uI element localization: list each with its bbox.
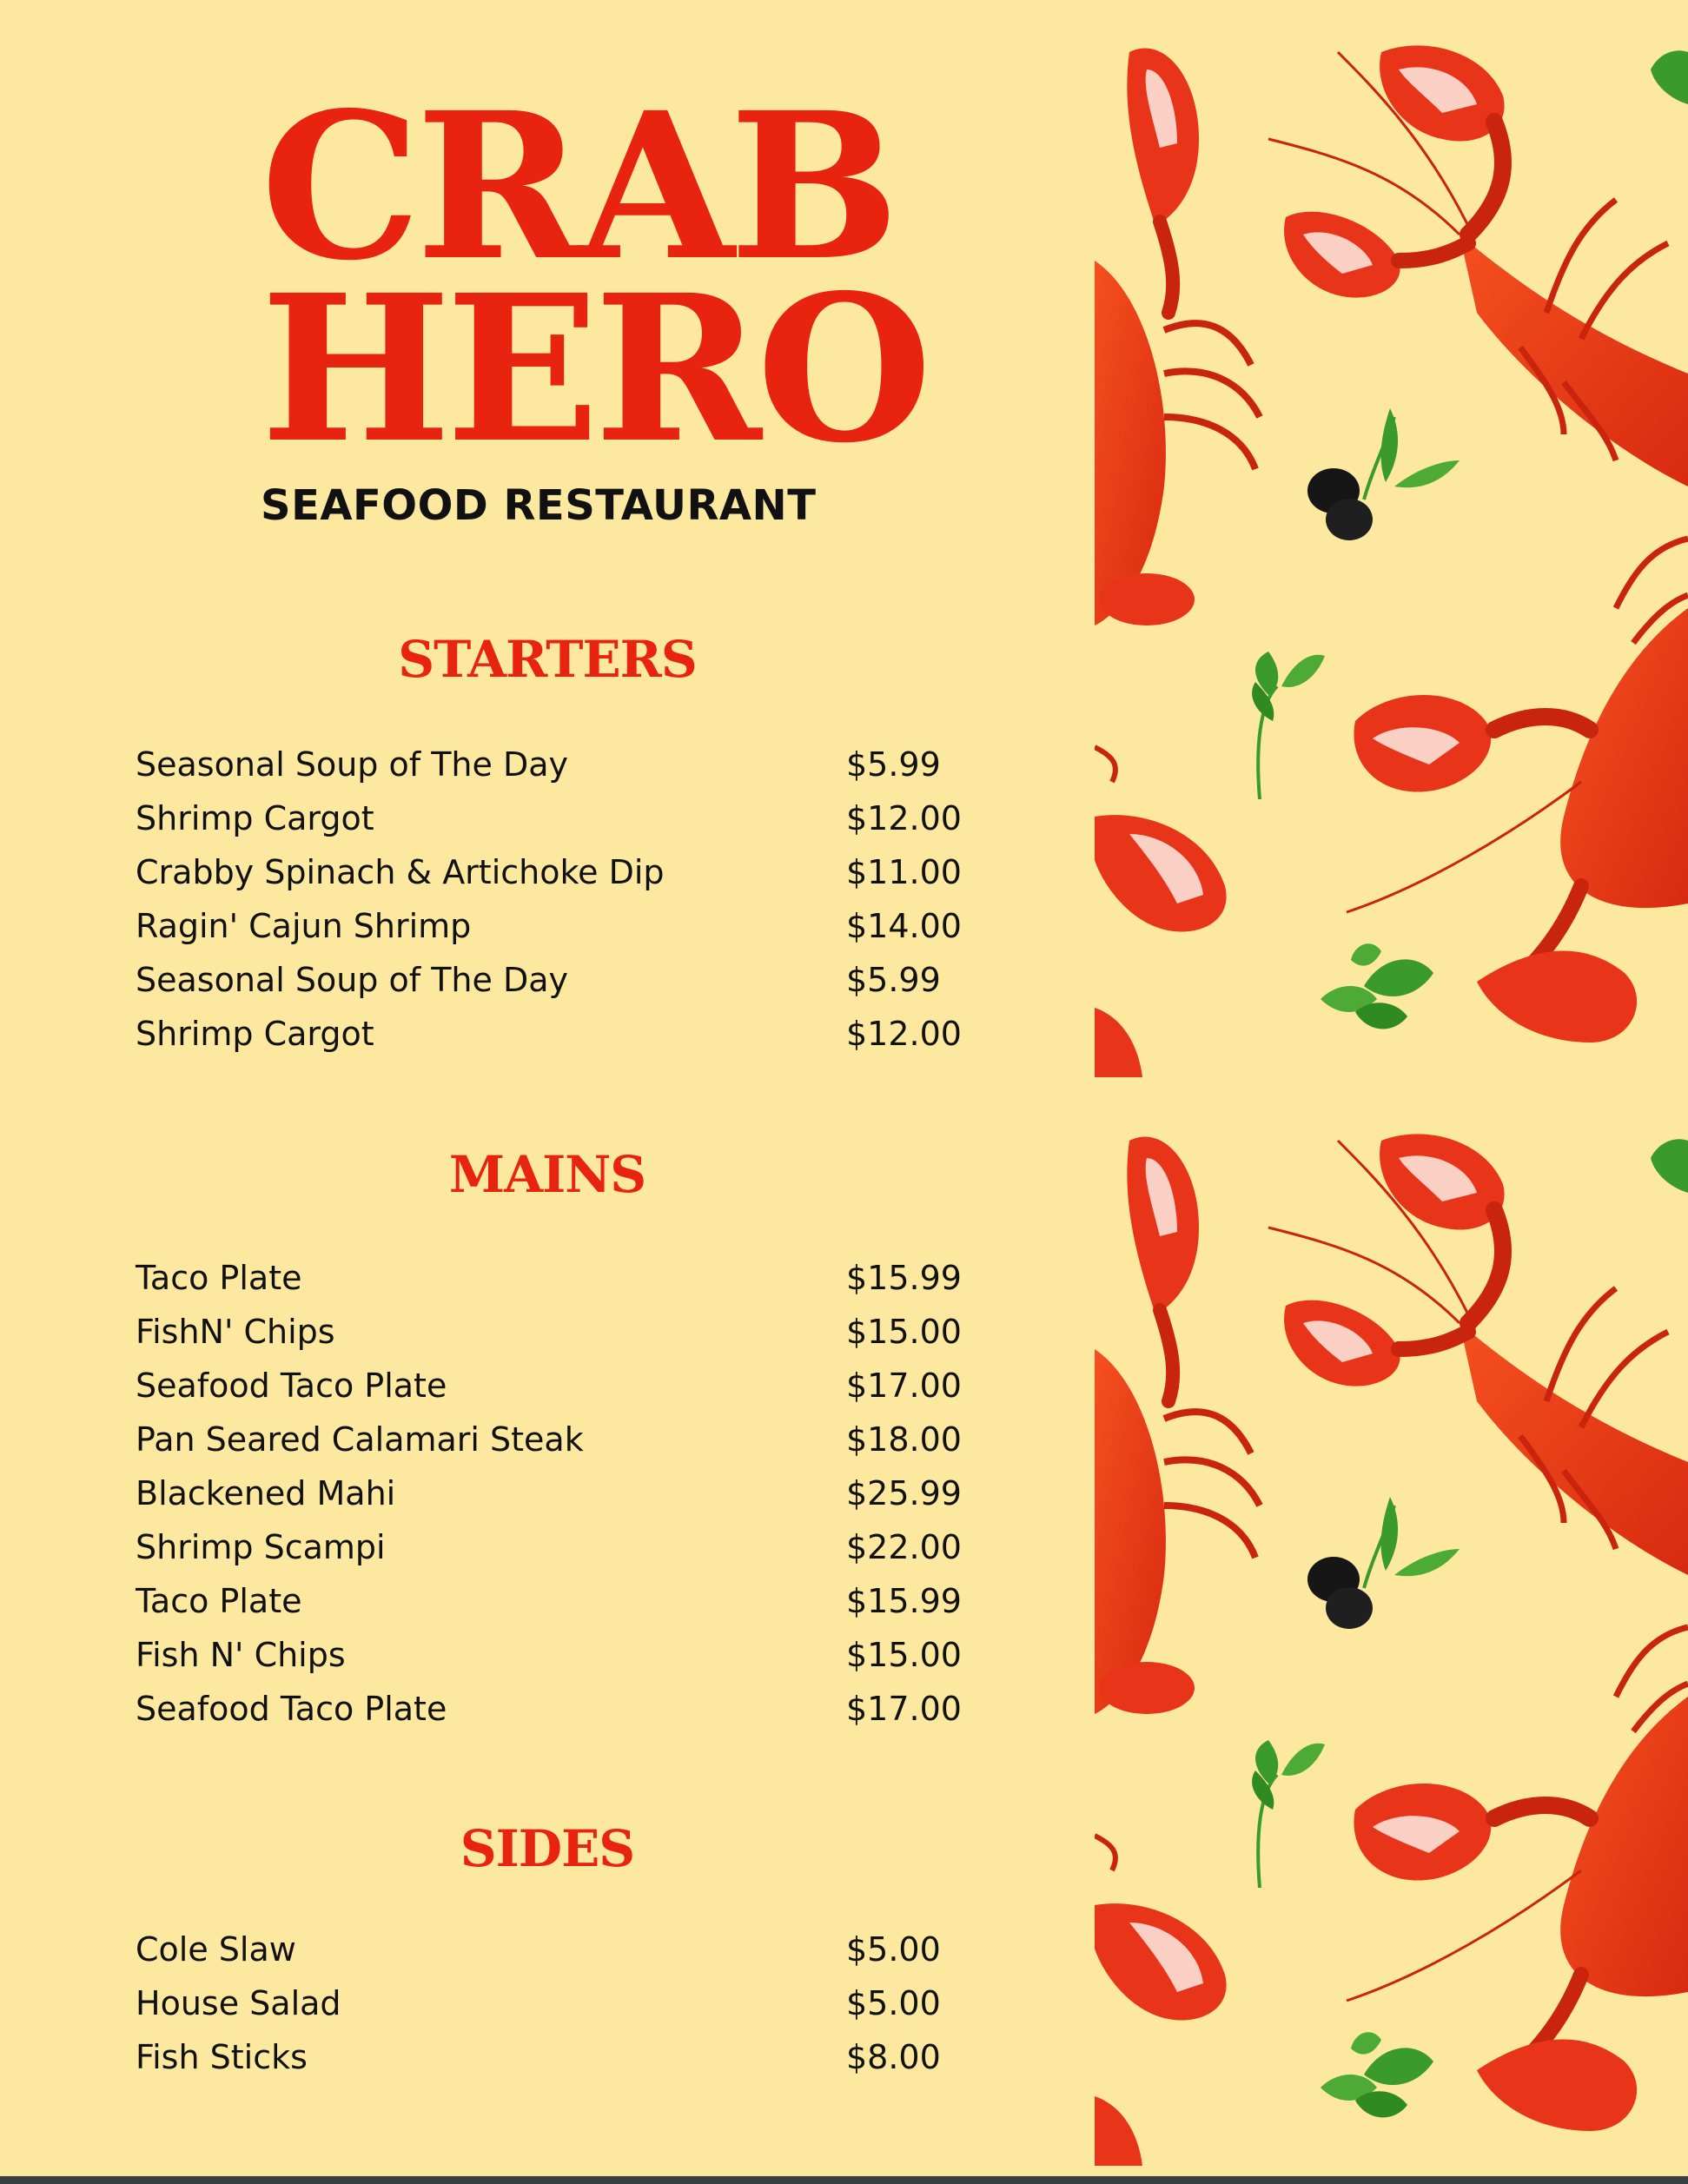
section-title-mains: MAINS [448, 1145, 646, 1204]
item-name: Seasonal Soup of The Day [136, 961, 568, 999]
item-name: House Salad [136, 1984, 341, 2022]
item-price: $5.00 [846, 1930, 941, 1969]
mains-list [136, 1259, 1004, 1744]
item-price: $15.99 [846, 1582, 962, 1620]
item-name: Taco Plate [136, 1259, 302, 1297]
item-price: $15.99 [846, 1259, 962, 1297]
item-price: $5.00 [846, 1984, 941, 2022]
brand-block [261, 68, 927, 530]
item-price: $17.00 [846, 1367, 962, 1405]
item-name: Ragin' Cajun Shrimp [136, 907, 472, 945]
section-title-starters: STARTERS [398, 630, 697, 689]
menu-item [136, 1690, 1004, 1744]
menu-item [136, 1259, 1004, 1313]
lobster-icon [1095, 1137, 1260, 1714]
sides-list [136, 1930, 1004, 2092]
menu-item [136, 1420, 1004, 1474]
basil-icon [1651, 1139, 1688, 1193]
item-price: $17.00 [846, 1690, 962, 1728]
menu-item [136, 1015, 1004, 1069]
item-price: $5.99 [846, 745, 941, 784]
item-name: Seafood Taco Plate [136, 1367, 447, 1405]
menu-item [136, 961, 1004, 1015]
item-price: $18.00 [846, 1420, 962, 1459]
menu-item [136, 2038, 1004, 2092]
item-name: Crabby Spinach & Artichoke Dip [136, 853, 665, 891]
lobster-icon [1268, 45, 1688, 486]
lobster-pattern-top [1095, 0, 1688, 1088]
item-name: Pan Seared Calamari Steak [136, 1420, 584, 1459]
lobster-pattern-svg [1095, 1089, 1688, 2176]
item-name: Taco Plate [136, 1582, 302, 1620]
lobster-icon [1095, 49, 1260, 625]
lobster-icon [1095, 747, 1227, 1077]
item-price: $8.00 [846, 2038, 941, 2076]
bottom-bar [0, 2176, 1688, 2184]
menu-item [136, 1528, 1004, 1582]
item-price: $5.99 [846, 961, 941, 999]
item-name: Fish N' Chips [136, 1636, 346, 1674]
basil-icon [1321, 2032, 1433, 2117]
brand-subtitle: SEAFOOD RESTAURANT [261, 481, 817, 530]
item-name: Cole Slaw [136, 1930, 296, 1969]
menu-item [136, 799, 1004, 853]
basil-icon [1651, 50, 1688, 104]
olive-icon [1307, 1497, 1460, 1629]
item-name: Blackened Mahi [136, 1474, 396, 1512]
item-price: $12.00 [846, 1015, 962, 1053]
olive-icon [1307, 408, 1460, 540]
menu-item [136, 1582, 1004, 1636]
menu-item [136, 1367, 1004, 1420]
basil-icon [1321, 943, 1433, 1029]
item-price: $15.00 [846, 1636, 962, 1674]
brand-title-line-2: HERO [261, 250, 927, 487]
lobster-icon [1095, 1836, 1227, 2166]
item-name: Shrimp Scampi [136, 1528, 386, 1566]
item-price: $25.99 [846, 1474, 962, 1512]
item-name: Fish Sticks [136, 2038, 308, 2076]
brand-title-line-1: CRAB [261, 68, 895, 305]
item-name: Shrimp Cargot [136, 1015, 374, 1053]
starters-list [136, 745, 1004, 1069]
item-price: $14.00 [846, 907, 962, 945]
item-name: FishN' Chips [136, 1313, 335, 1351]
menu-item [136, 745, 1004, 799]
lobster-pattern-svg [1095, 0, 1688, 1088]
item-name: Shrimp Cargot [136, 799, 374, 837]
menu-item [136, 907, 1004, 961]
menu-item [136, 1930, 1004, 1984]
menu-item [136, 1636, 1004, 1690]
menu-item [136, 1313, 1004, 1367]
item-price: $15.00 [846, 1313, 962, 1351]
item-name: Seafood Taco Plate [136, 1690, 447, 1728]
lobster-icon [1268, 1134, 1688, 1575]
section-title-sides: SIDES [460, 1819, 635, 1878]
item-price: $11.00 [846, 853, 962, 891]
menu-item [136, 1474, 1004, 1528]
parsley-icon [1252, 1740, 1325, 1888]
item-price: $22.00 [846, 1528, 962, 1566]
parsley-icon [1252, 652, 1325, 799]
menu-item [136, 853, 1004, 907]
menu-item [136, 1984, 1004, 2038]
lobster-pattern-bottom [1095, 1089, 1688, 2176]
item-name: Seasonal Soup of The Day [136, 745, 568, 784]
item-price: $12.00 [846, 799, 962, 837]
